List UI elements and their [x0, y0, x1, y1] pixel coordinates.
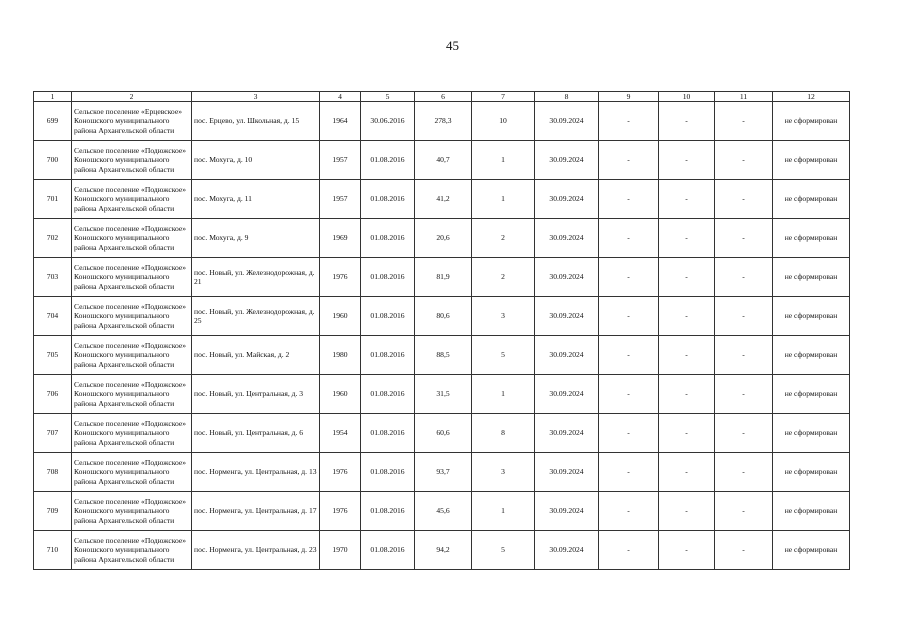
year-cell: 1976: [320, 258, 361, 297]
address-cell: пос. Норменга, ул. Центральная, д. 23: [192, 531, 320, 570]
row-number: 708: [34, 453, 72, 492]
year-cell: 1976: [320, 492, 361, 531]
date-cell: 01.08.2016: [361, 219, 415, 258]
col10-cell: -: [659, 102, 715, 141]
status-cell: не сформирован: [773, 375, 850, 414]
count-cell: 8: [472, 414, 535, 453]
deadline-cell: 30.09.2024: [535, 336, 599, 375]
col9-cell: -: [599, 336, 659, 375]
count-cell: 1: [472, 180, 535, 219]
row-number: 700: [34, 141, 72, 180]
deadline-cell: 30.09.2024: [535, 102, 599, 141]
col9-cell: -: [599, 297, 659, 336]
column-header: 11: [715, 92, 773, 102]
area-cell: 93,7: [415, 453, 472, 492]
deadline-cell: 30.09.2024: [535, 531, 599, 570]
date-cell: 01.08.2016: [361, 414, 415, 453]
settlement-cell: Сельское поселение «Подюжское» Коношского муниципального района Архангельской области: [72, 336, 192, 375]
column-header: 10: [659, 92, 715, 102]
date-cell: 01.08.2016: [361, 180, 415, 219]
status-cell: не сформирован: [773, 414, 850, 453]
col11-cell: -: [715, 297, 773, 336]
row-number: 710: [34, 531, 72, 570]
row-number: 703: [34, 258, 72, 297]
registry-table: [33, 91, 850, 570]
year-cell: 1954: [320, 414, 361, 453]
column-number-row: [34, 92, 850, 102]
col10-cell: -: [659, 336, 715, 375]
area-cell: 45,6: [415, 492, 472, 531]
column-header: 12: [773, 92, 850, 102]
table-row: [34, 297, 850, 336]
col11-cell: -: [715, 531, 773, 570]
column-header: 1: [34, 92, 72, 102]
deadline-cell: 30.09.2024: [535, 375, 599, 414]
col11-cell: -: [715, 141, 773, 180]
col10-cell: -: [659, 453, 715, 492]
year-cell: 1957: [320, 141, 361, 180]
settlement-cell: Сельское поселение «Ерцевское» Коношского муниципального района Архангельской области: [72, 102, 192, 141]
col9-cell: -: [599, 453, 659, 492]
row-number: 701: [34, 180, 72, 219]
col11-cell: -: [715, 180, 773, 219]
deadline-cell: 30.09.2024: [535, 297, 599, 336]
area-cell: 80,6: [415, 297, 472, 336]
area-cell: 94,2: [415, 531, 472, 570]
col9-cell: -: [599, 414, 659, 453]
settlement-cell: Сельское поселение «Подюжское» Коношского муниципального района Архангельской области: [72, 297, 192, 336]
col10-cell: -: [659, 180, 715, 219]
settlement-cell: Сельское поселение «Подюжское» Коношского муниципального района Архангельской области: [72, 492, 192, 531]
count-cell: 5: [472, 336, 535, 375]
col11-cell: -: [715, 414, 773, 453]
col11-cell: -: [715, 102, 773, 141]
year-cell: 1960: [320, 375, 361, 414]
deadline-cell: 30.09.2024: [535, 492, 599, 531]
column-header: 5: [361, 92, 415, 102]
deadline-cell: 30.09.2024: [535, 258, 599, 297]
column-header: 8: [535, 92, 599, 102]
area-cell: 40,7: [415, 141, 472, 180]
status-cell: не сформирован: [773, 102, 850, 141]
settlement-cell: Сельское поселение «Подюжское» Коношского муниципального района Архангельской области: [72, 180, 192, 219]
row-number: 707: [34, 414, 72, 453]
settlement-cell: Сельское поселение «Подюжское» Коношского муниципального района Архангельской области: [72, 258, 192, 297]
col10-cell: -: [659, 414, 715, 453]
row-number: 702: [34, 219, 72, 258]
table-row: [34, 102, 850, 141]
date-cell: 01.08.2016: [361, 336, 415, 375]
address-cell: пос. Новый, ул. Железнодорожная, д. 21: [192, 258, 320, 297]
settlement-cell: Сельское поселение «Подюжское» Коношского муниципального района Архангельской области: [72, 219, 192, 258]
column-header: 3: [192, 92, 320, 102]
address-cell: пос. Ерцево, ул. Школьная, д. 15: [192, 102, 320, 141]
col11-cell: -: [715, 336, 773, 375]
table-row: [34, 219, 850, 258]
col10-cell: -: [659, 375, 715, 414]
area-cell: 60,6: [415, 414, 472, 453]
col9-cell: -: [599, 375, 659, 414]
col10-cell: -: [659, 297, 715, 336]
date-cell: 01.08.2016: [361, 453, 415, 492]
row-number: 709: [34, 492, 72, 531]
table-row: [34, 375, 850, 414]
area-cell: 88,5: [415, 336, 472, 375]
year-cell: 1980: [320, 336, 361, 375]
col10-cell: -: [659, 219, 715, 258]
col11-cell: -: [715, 492, 773, 531]
deadline-cell: 30.09.2024: [535, 219, 599, 258]
status-cell: не сформирован: [773, 492, 850, 531]
count-cell: 1: [472, 492, 535, 531]
address-cell: пос. Новый, ул. Центральная, д. 6: [192, 414, 320, 453]
area-cell: 20,6: [415, 219, 472, 258]
status-cell: не сформирован: [773, 219, 850, 258]
col9-cell: -: [599, 531, 659, 570]
col9-cell: -: [599, 492, 659, 531]
count-cell: 3: [472, 297, 535, 336]
deadline-cell: 30.09.2024: [535, 453, 599, 492]
table-row: [34, 453, 850, 492]
address-cell: пос. Мохуга, д. 10: [192, 141, 320, 180]
year-cell: 1957: [320, 180, 361, 219]
status-cell: не сформирован: [773, 141, 850, 180]
row-number: 699: [34, 102, 72, 141]
date-cell: 01.08.2016: [361, 297, 415, 336]
address-cell: пос. Норменга, ул. Центральная, д. 17: [192, 492, 320, 531]
count-cell: 3: [472, 453, 535, 492]
address-cell: пос. Норменга, ул. Центральная, д. 13: [192, 453, 320, 492]
date-cell: 01.08.2016: [361, 531, 415, 570]
address-cell: пос. Мохуга, д. 11: [192, 180, 320, 219]
status-cell: не сформирован: [773, 453, 850, 492]
row-number: 706: [34, 375, 72, 414]
count-cell: 2: [472, 219, 535, 258]
col9-cell: -: [599, 102, 659, 141]
deadline-cell: 30.09.2024: [535, 414, 599, 453]
area-cell: 31,5: [415, 375, 472, 414]
status-cell: не сформирован: [773, 258, 850, 297]
count-cell: 5: [472, 531, 535, 570]
year-cell: 1970: [320, 531, 361, 570]
area-cell: 81,9: [415, 258, 472, 297]
date-cell: 01.08.2016: [361, 258, 415, 297]
date-cell: 30.06.2016: [361, 102, 415, 141]
address-cell: пос. Новый, ул. Майская, д. 2: [192, 336, 320, 375]
table-row: [34, 258, 850, 297]
address-cell: пос. Новый, ул. Железнодорожная, д. 25: [192, 297, 320, 336]
settlement-cell: Сельское поселение «Подюжское» Коношского муниципального района Архангельской области: [72, 141, 192, 180]
count-cell: 2: [472, 258, 535, 297]
year-cell: 1969: [320, 219, 361, 258]
col11-cell: -: [715, 219, 773, 258]
column-header: 7: [472, 92, 535, 102]
col11-cell: -: [715, 375, 773, 414]
table-row: [34, 336, 850, 375]
col10-cell: -: [659, 258, 715, 297]
table-row: [34, 141, 850, 180]
col10-cell: -: [659, 141, 715, 180]
status-cell: не сформирован: [773, 336, 850, 375]
column-header: 9: [599, 92, 659, 102]
year-cell: 1976: [320, 453, 361, 492]
col10-cell: -: [659, 531, 715, 570]
table-row: [34, 414, 850, 453]
row-number: 705: [34, 336, 72, 375]
count-cell: 10: [472, 102, 535, 141]
area-cell: 278,3: [415, 102, 472, 141]
settlement-cell: Сельское поселение «Подюжское» Коношского муниципального района Архангельской области: [72, 531, 192, 570]
deadline-cell: 30.09.2024: [535, 180, 599, 219]
table-row: [34, 180, 850, 219]
deadline-cell: 30.09.2024: [535, 141, 599, 180]
table-row: [34, 531, 850, 570]
col10-cell: -: [659, 492, 715, 531]
status-cell: не сформирован: [773, 297, 850, 336]
col9-cell: -: [599, 258, 659, 297]
col9-cell: -: [599, 219, 659, 258]
date-cell: 01.08.2016: [361, 375, 415, 414]
column-header: 6: [415, 92, 472, 102]
settlement-cell: Сельское поселение «Подюжское» Коношского муниципального района Архангельской области: [72, 414, 192, 453]
year-cell: 1960: [320, 297, 361, 336]
date-cell: 01.08.2016: [361, 141, 415, 180]
status-cell: не сформирован: [773, 531, 850, 570]
table-body: [34, 102, 850, 570]
status-cell: не сформирован: [773, 180, 850, 219]
col9-cell: -: [599, 180, 659, 219]
area-cell: 41,2: [415, 180, 472, 219]
date-cell: 01.08.2016: [361, 492, 415, 531]
col11-cell: -: [715, 258, 773, 297]
column-header: 2: [72, 92, 192, 102]
address-cell: пос. Новый, ул. Центральная, д. 3: [192, 375, 320, 414]
count-cell: 1: [472, 375, 535, 414]
row-number: 704: [34, 297, 72, 336]
col9-cell: -: [599, 141, 659, 180]
col11-cell: -: [715, 453, 773, 492]
settlement-cell: Сельское поселение «Подюжское» Коношского муниципального района Архангельской области: [72, 375, 192, 414]
year-cell: 1964: [320, 102, 361, 141]
address-cell: пос. Мохуга, д. 9: [192, 219, 320, 258]
column-header: 4: [320, 92, 361, 102]
page-number: 45: [446, 38, 459, 53]
settlement-cell: Сельское поселение «Подюжское» Коношского муниципального района Архангельской области: [72, 453, 192, 492]
table-row: [34, 492, 850, 531]
count-cell: 1: [472, 141, 535, 180]
